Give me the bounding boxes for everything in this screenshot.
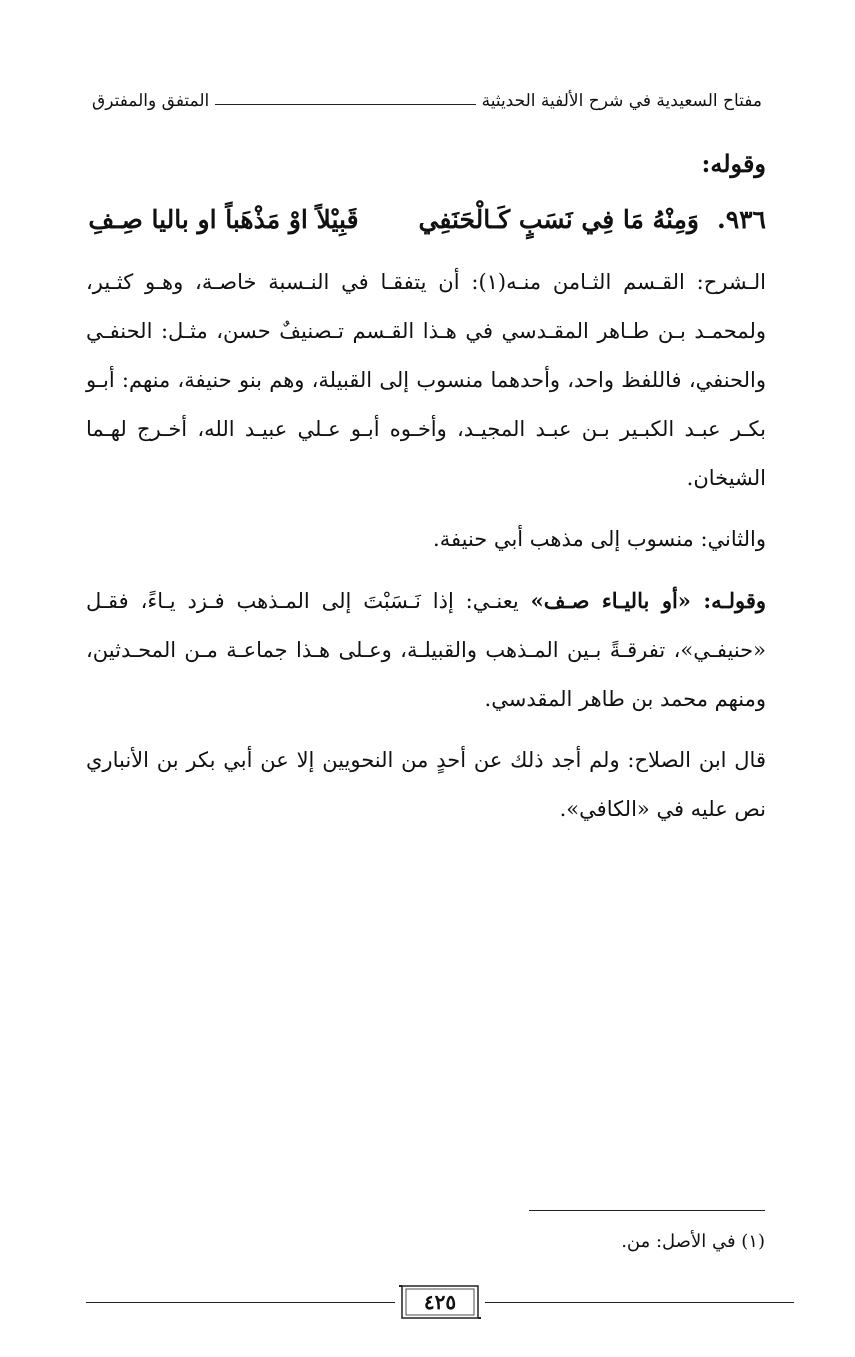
- page-number-frame: [399, 1282, 481, 1322]
- second-type-paragraph: والثاني: منسوب إلى مذهب أبي حنيفة.: [433, 527, 766, 551]
- verse-first-hemistich: وَمِنْهُ مَا فِي نَسَبٍ كَـالْحَنَفِي: [418, 205, 699, 234]
- chapter-title: المتفق والمفترق: [92, 91, 210, 111]
- ibn-salah-paragraph: قال ابن الصلاح: ولم أجد ذلك عن أحدٍ من النحويين إلا عن أبي بكر بن الأنباري نص عليه في «الكافي».: [86, 748, 766, 821]
- main-content: [86, 144, 766, 846]
- verse-line: [86, 196, 766, 244]
- footer-rule-left: [86, 1302, 395, 1303]
- footer-rule-right: [485, 1302, 794, 1303]
- quote-bold-lead: وقولـه: «أو باليـاء صـف»: [530, 588, 767, 613]
- book-title: مفتاح السعيدية في شرح الألفية الحديثية: [481, 91, 762, 111]
- quote-explanation-paragraph: [86, 576, 766, 724]
- commentary-paragraph: الـشرح: القـسم الثـامن منـه(١): أن يتفقـا في النـسبة خاصـة، وهـو كثـير، ولمحمـد بـن طـاهر المقـدسي في هـذا القـسم تـصنيفٌ حسن، مثـل: الحنفـي والحنفي، فاللفظ واحد، وأحدهما منسوب إلى القبيلة، وهم بنو حنيفة، منهم: أبـو بكـر عبـد الكبـير بـن عبـد المجيـد، وأخـوه أبـو عـلي عبيـد الله، أخـرج لهـما الشيخان.: [86, 270, 766, 490]
- quote-label: وقوله:: [701, 149, 766, 178]
- verse-second-hemistich: قَبِيْلاً اوْ مَذْهَباً او باليا صِـفِ: [88, 205, 359, 234]
- header-rule: [215, 104, 475, 105]
- footnote-separator: [529, 1210, 765, 1211]
- page-number: ٤٢٥: [423, 1290, 457, 1314]
- verse-number: ٩٣٦.: [716, 205, 766, 234]
- quote-explanation-text: يعنـي: إذا نَـسَبْتَ إلى المـذهب فـزد يـاءً، فقـل «حنيفـي»، تفرقـةً بـين المـذهب والقبيلـة، وعـلى هـذا جماعـة مـن المحـدثين، ومنهم محمد بن طاهر المقدسي.: [86, 589, 766, 711]
- page-footer: [86, 1278, 794, 1326]
- footnote: (١) في الأصل: من.: [621, 1231, 765, 1252]
- running-header: [92, 86, 762, 116]
